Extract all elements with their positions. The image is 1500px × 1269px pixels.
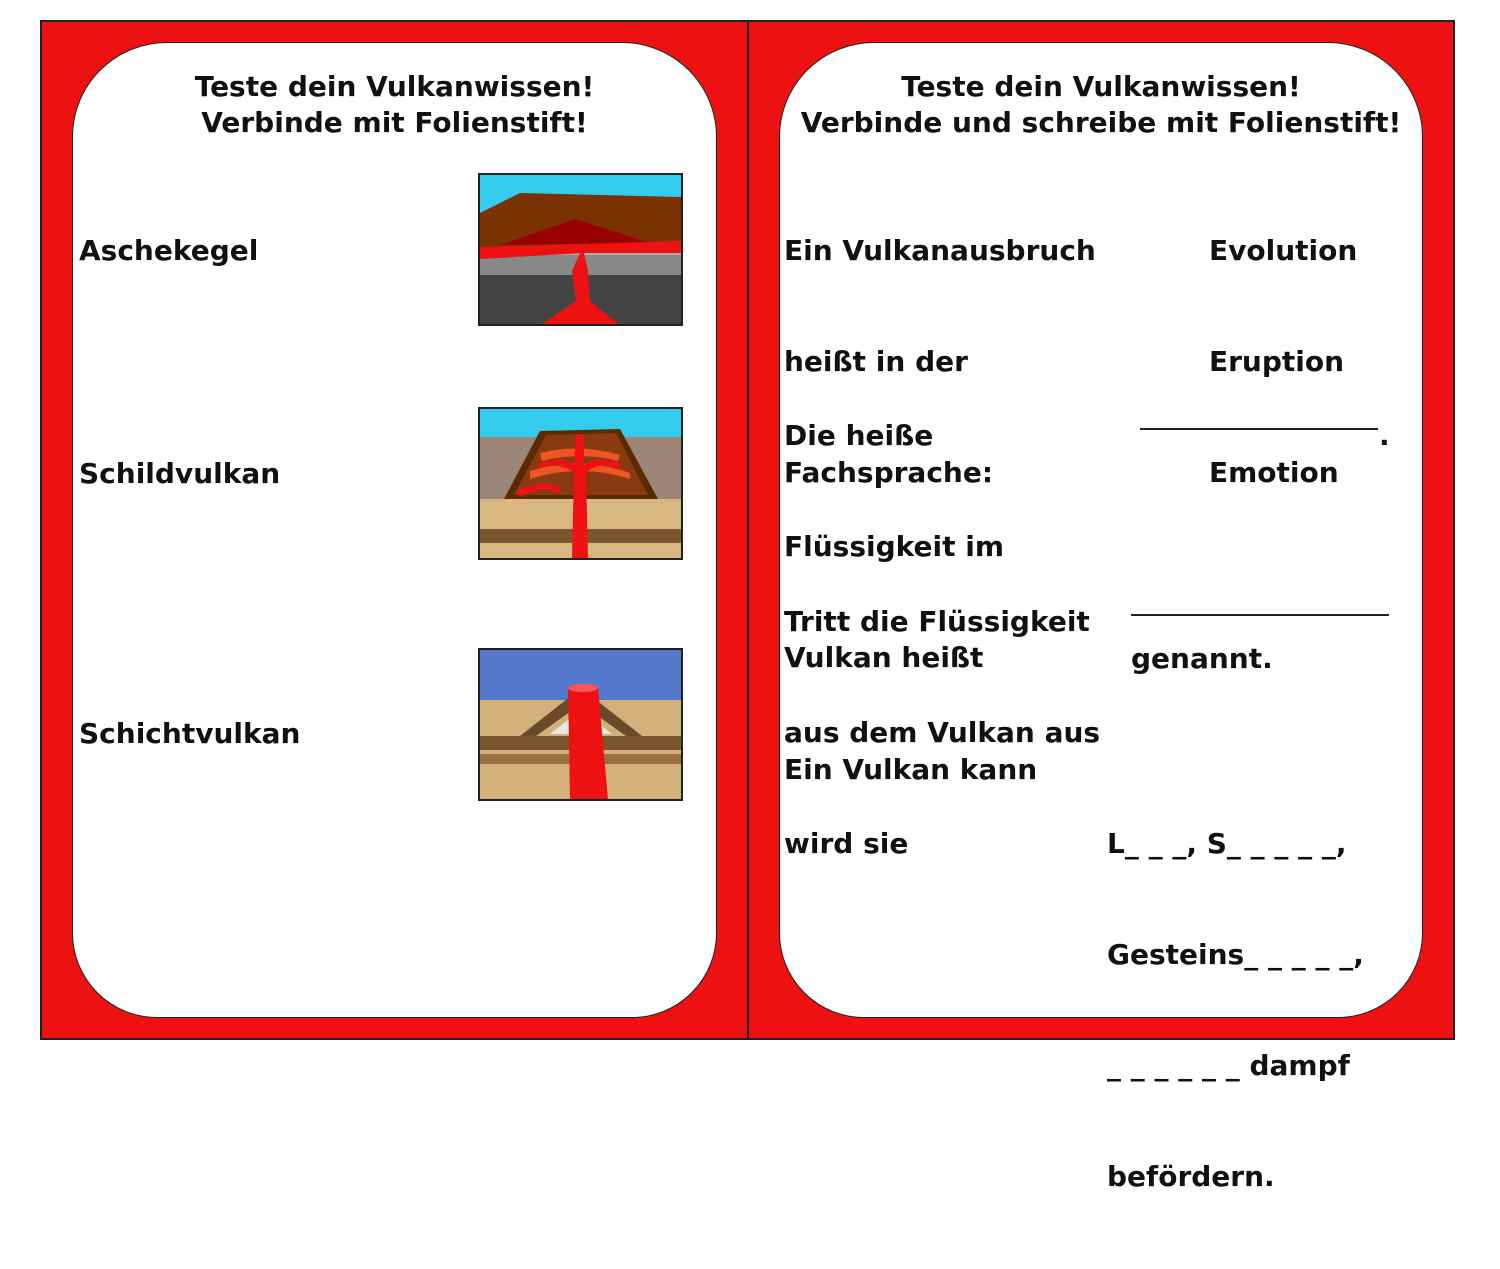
q3-suffix: genannt.	[1131, 642, 1273, 675]
q2-line: Flüssigkeit im	[784, 530, 1004, 563]
shield-volcano-icon	[478, 407, 683, 560]
q3-question	[784, 529, 1100, 936]
label-aschekegel: Aschekegel	[79, 234, 259, 267]
q4-answer-line: L_ _ _, S_ _ _ _ _,	[1107, 827, 1347, 860]
ash-cone-volcano-icon	[478, 173, 683, 326]
option-emotion: Emotion	[1209, 456, 1339, 489]
right-title-line2: Verbinde und schreibe mit Folienstift!	[800, 106, 1402, 139]
q3-answer-blank	[1131, 614, 1389, 616]
right-title	[780, 69, 1422, 141]
q2-period: .	[1379, 419, 1390, 452]
q1-options	[1209, 158, 1357, 565]
label-schildvulkan: Schildvulkan	[79, 457, 281, 490]
q4-answer-line: Gesteins_ _ _ _ _,	[1107, 938, 1364, 971]
stratovolcano-icon	[478, 648, 683, 801]
left-title	[73, 69, 716, 141]
right-title-line1: Teste dein Vulkanwissen!	[901, 70, 1301, 103]
q4-prompt: Ein Vulkan kann	[784, 753, 1038, 786]
q3-line: Tritt die Flüssigkeit	[784, 605, 1090, 638]
left-card	[40, 20, 749, 1040]
left-title-line1: Teste dein Vulkanwissen!	[194, 70, 595, 103]
q1-line: Fachsprache:	[784, 456, 994, 489]
option-eruption: Eruption	[1209, 345, 1345, 378]
q4-answer-line: befördern.	[1107, 1160, 1275, 1193]
q1-line: Ein Vulkanausbruch	[784, 234, 1096, 267]
right-card	[747, 20, 1455, 1193]
q3-line: aus dem Vulkan aus	[784, 716, 1101, 749]
option-evolution: Evolution	[1209, 234, 1358, 267]
q2-answer-blank	[1140, 428, 1378, 430]
q2-line: Die heiße	[784, 419, 934, 452]
q4-answer-line: _ _ _ _ _ _ dampf	[1107, 1049, 1350, 1082]
q4-answer	[1107, 751, 1364, 1269]
right-panel	[779, 42, 1423, 1193]
q2-line: Vulkan heißt	[784, 641, 984, 674]
left-panel	[72, 42, 717, 1018]
q3-line: wird sie	[784, 827, 909, 860]
q1-line: heißt in der	[784, 345, 968, 378]
label-schichtvulkan: Schichtvulkan	[79, 717, 301, 750]
left-title-line2: Verbinde mit Folienstift!	[201, 106, 588, 139]
